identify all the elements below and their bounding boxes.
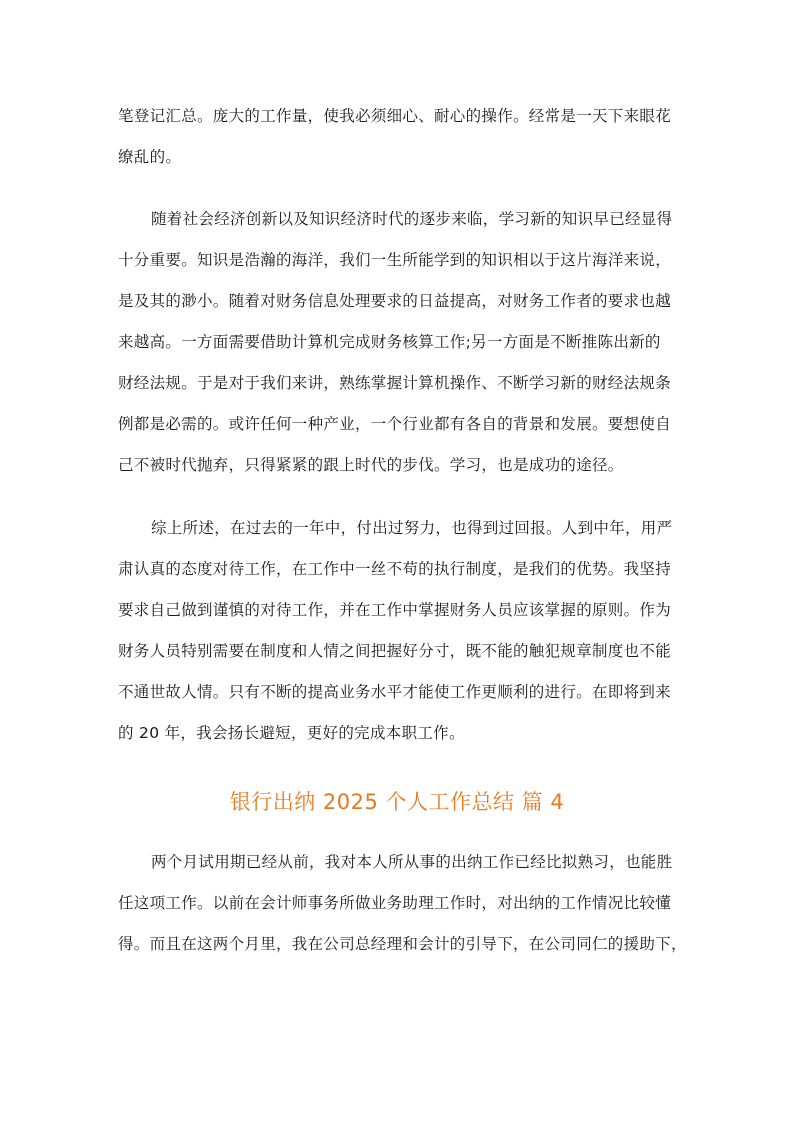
text-line: 不通世故人情。只有不断的提高业务水平才能使工作更顺利的进行。在即将到来: [118, 683, 672, 701]
text-line: 财经法规。于是对于我们来讲，熟练掌握计算机操作、不断学习新的财经法规条: [118, 374, 672, 392]
text-line: 十分重要。知识是浩瀚的海洋，我们一生所能学到的知识相以于这片海洋来说，: [118, 251, 672, 269]
text-line: 的 20 年，我会扬长避短，更好的完成本职工作。: [118, 724, 465, 742]
text-line: 肃认真的态度对待工作，在工作中一丝不苟的执行制度，是我们的优势。我坚持: [118, 560, 672, 578]
text-line: 财务人员特别需要在制度和人情之间把握好分寸，既不能的触犯规章制度也不能: [118, 642, 672, 660]
text-line: 是及其的渺小。随着对财务信息处理要求的日益提高，对财务工作者的要求也越: [118, 292, 672, 310]
text-line: 笔登记汇总。庞大的工作量，使我必须细心、耐心的操作。经常是一天下来眼花: [118, 107, 672, 125]
paragraph-summary: [118, 508, 688, 754]
text-line: 随着社会经济创新以及知识经济时代的逐步来临，学习新的知识早已经显得: [151, 210, 673, 228]
text-line: 得。而且在这两个月里，我在公司总经理和会计的引导下，在公司同仁的援助下，: [118, 935, 687, 953]
section-heading: 银行出纳 2025 个人工作总结 篇 4: [229, 790, 565, 814]
text-line: 综上所述，在过去的一年中，付出过努力，也得到过回报。人到中年，用严: [151, 519, 673, 537]
text-line: 要求自己做到谨慎的对待工作，并在工作中掌握财务人员应该掌握的原则。作为: [118, 601, 672, 619]
text-line: 来越高。一方面需要借助计算机完成财务核算工作;另一方面是不断推陈出新的: [118, 333, 661, 351]
text-line: 任这项工作。以前在会计师事务所做业务助理工作时，对出纳的工作情况比较懂: [118, 894, 672, 912]
text-line: 缭乱的。: [118, 148, 182, 166]
paragraph-learning: [118, 199, 688, 486]
paragraph-continuation: [118, 96, 688, 178]
text-line: 己不被时代抛弃，只得紧紧的跟上时代的步伐。学习，也是成功的途径。: [118, 456, 624, 474]
paragraph-probation: [118, 842, 688, 965]
text-line: 两个月试用期已经从前，我对本人所从事的出纳工作已经比拟熟习，也能胜: [151, 853, 673, 871]
text-line: 例都是必需的。或许任何一种产业，一个行业都有各自的背景和发展。要想使自: [118, 415, 672, 433]
